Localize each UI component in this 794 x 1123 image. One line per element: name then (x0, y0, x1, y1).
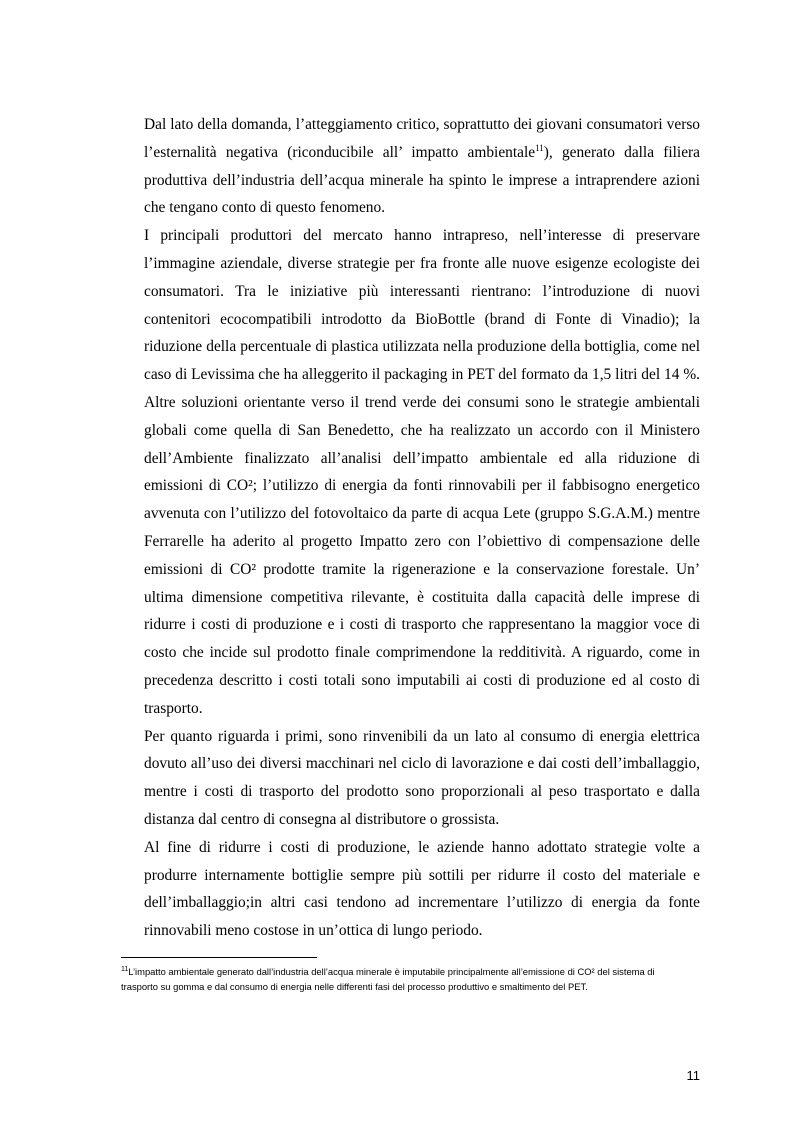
paragraph-1-text-end: ), generato dalla filiera produttiva dell’industria dell’acqua minerale ha spinto le imprese a intraprendere azioni che tengano conto di questo fenomeno. (144, 143, 700, 217)
footnote-divider (121, 957, 317, 958)
paragraph-1 (144, 111, 700, 222)
footnote-number: 11 (121, 965, 129, 973)
paragraph-2: I principali produttori del mercato hanno intrapreso, nell’interesse di preservare l’immagine aziendale, diverse strategie per fra fronte alle nuove esigenze ecologiste dei consumatori. Tra le iniziative più interessanti rientrano: l’introduzione di nuovi contenitori ecocompatibili introdotto da BioBottle (brand di Fonte di Vinadio); la riduzione della percentuale di plastica utilizzata nella produzione della bottiglia, come nel caso di Levissima che ha alleggerito il packaging in PET del formato da 1,5 litri del 14 %. Altre soluzioni orientante verso il trend verde dei consumi sono le strategie ambientali globali come quella di San Benedetto, che ha realizzato un accordo con il Ministero dell’Ambiente finalizzato all’analisi dell’impatto ambientale ed alla riduzione di emissioni di CO²; l’utilizzo di energia da fonti rinnovabili per il fabbisogno energetico avvenuta con l’utilizzo del fotovoltaico da parte di acqua Lete (gruppo S.G.A.M.) mentre Ferrarelle ha aderito al progetto Impatto zero con l’obiettivo di compensazione delle emissioni di CO² prodotte tramite la rigenerazione e la conservazione forestale. Un’ ultima dimensione competitiva rilevante, è costituita dalla capacità delle imprese di ridurre i costi di produzione e i costi di trasporto che rappresentano la maggior voce di costo che incide sul prodotto finale comprimendone la redditività. A riguardo, come in precedenza descritto i costi totali sono imputabili ai costi di produzione ed al costo di trasporto. (144, 227, 700, 717)
paragraph-4: Al fine di ridurre i costi di produzione, le aziende hanno adottato strategie volte a produrre internamente bottiglie sempre più sottili per ridurre il costo del materiale e dell’imballaggio;in altri casi tendono ad incrementare l’utilizzo di energia da fonte rinnovabili meno costose in un’ottica di lungo periodo. (144, 838, 700, 940)
page-number: 11 (686, 1068, 700, 1083)
body-text (144, 111, 700, 945)
footnote (121, 964, 681, 994)
paragraph-1-text-start: Dal lato della domanda, l’atteggiamento critico, soprattutto dei giovani consumatori verso l’esternalità negativa (riconducibile all’ impatto ambientale (144, 116, 700, 161)
footnote-text: L’impatto ambientale generato dall’industria dell’acqua minerale è imputabile principalmente all’emissione di CO² del sistema di trasporto su gomma e dal consumo di energia nelle differenti fasi del processo produttivo e smaltimento del PET. (121, 966, 655, 992)
paragraph-3: Per quanto riguarda i primi, sono rinvenibili da un lato al consumo di energia elettrica dovuto all’uso dei diversi macchinari nel ciclo di lavorazione e dai costi dell’imballaggio, mentre i costi di trasporto del prodotto sono proporzionali al peso trasportato e dalla distanza dal centro di consegna al distributore o grossista. (144, 727, 700, 828)
footnote-reference: 11 (535, 142, 544, 153)
